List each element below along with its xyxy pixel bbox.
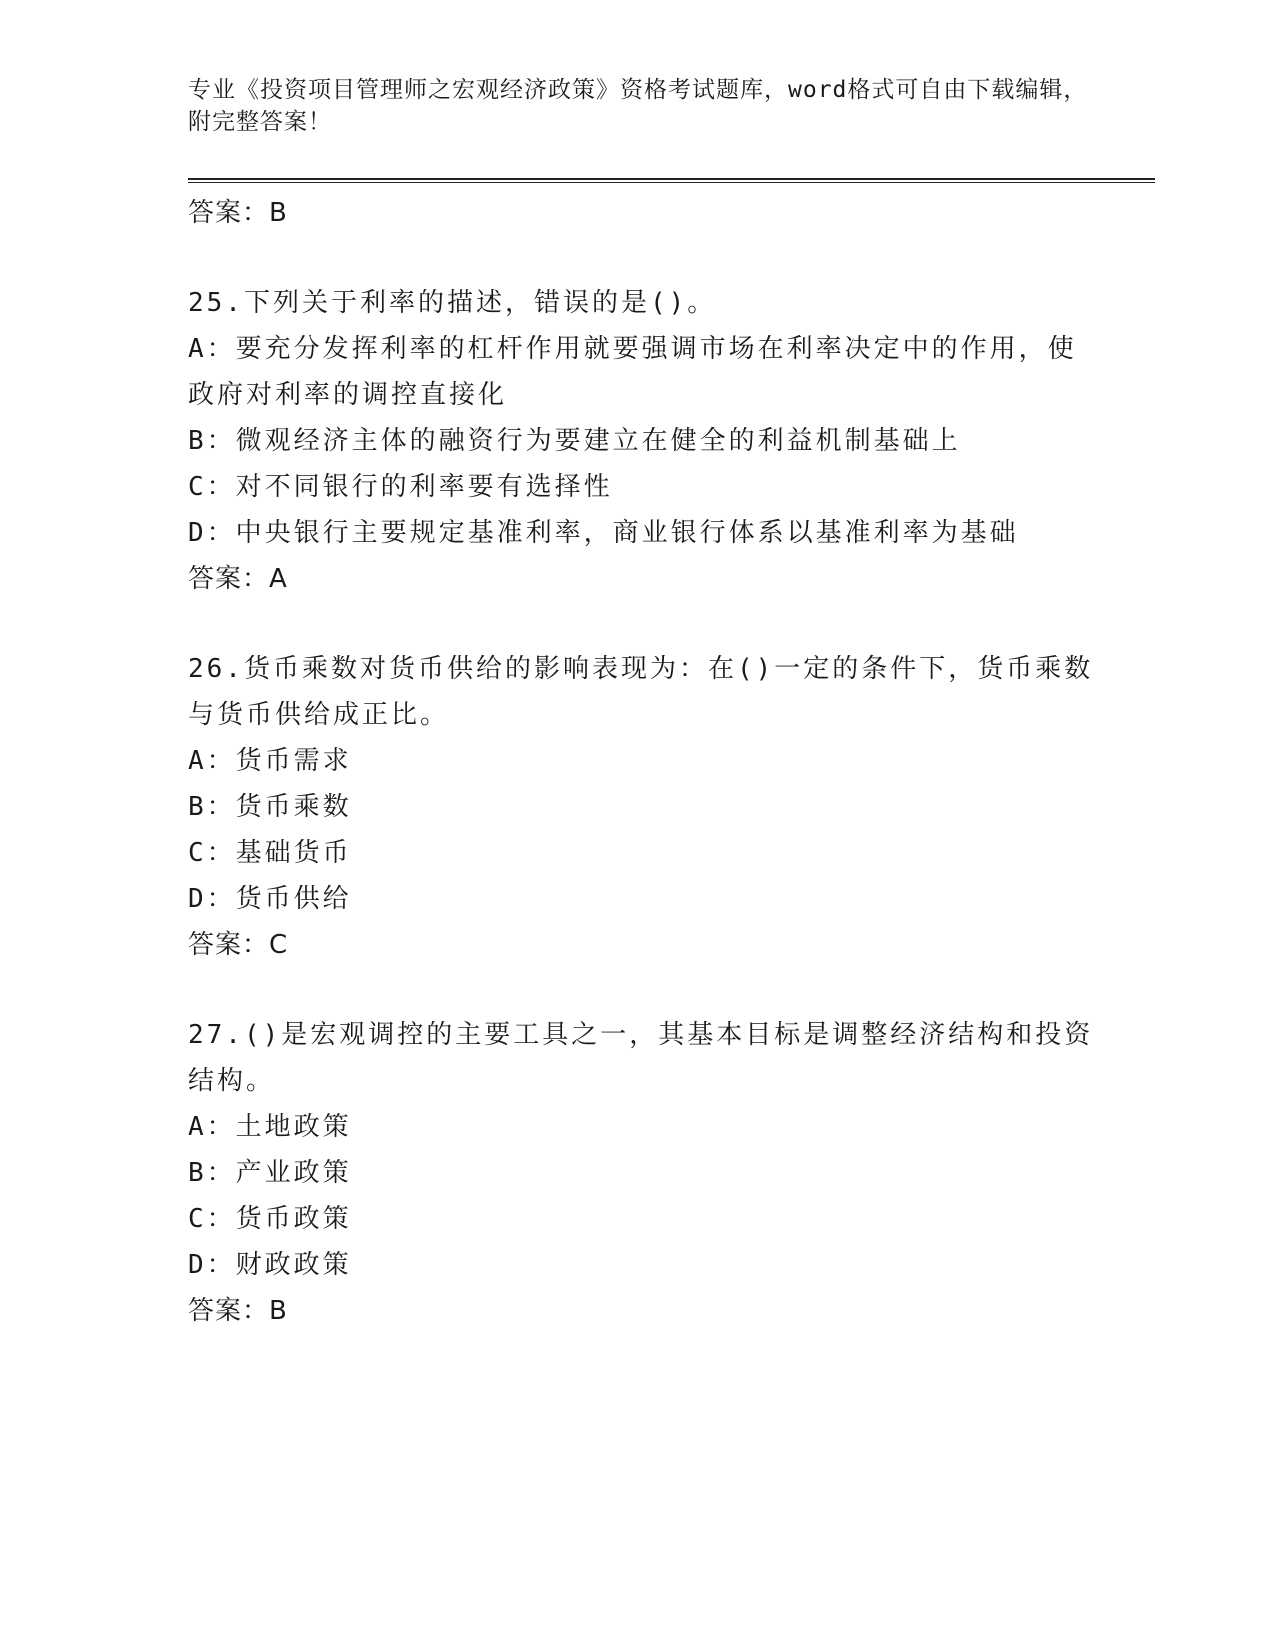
document-header: 专业《投资项目管理师之宏观经济政策》资格考试题库，word格式可自由下载编辑，附完整答案！ [188, 77, 1088, 135]
question-stem: 25.下列关于利率的描述，错误的是()。 [188, 288, 717, 318]
question-stem: 27.()是宏观调控的主要工具之一，其基本目标是调整经济结构和投资 [188, 1020, 1094, 1050]
spacer [188, 236, 1108, 280]
previous-answer: 答案：B [188, 198, 288, 228]
option-c: C：基础货币 [188, 838, 352, 868]
question-27 [188, 1012, 1108, 1334]
question-content [188, 190, 1108, 1334]
spacer [188, 602, 1108, 646]
answer: 答案：A [188, 564, 288, 594]
option-d: D：货币供给 [188, 884, 352, 914]
question-stem-continued: 与货币供给成正比。 [188, 700, 450, 730]
option-b: B：微观经济主体的融资行为要建立在健全的利益机制基础上 [188, 426, 961, 456]
question-stem: 26.货币乘数对货币供给的影响表现为：在()一定的条件下，货币乘数 [188, 654, 1094, 684]
option-b: B：产业政策 [188, 1158, 352, 1188]
option-a: A：货币需求 [188, 746, 352, 776]
option-b: B：货币乘数 [188, 792, 352, 822]
question-26 [188, 646, 1108, 968]
option-c: C：对不同银行的利率要有选择性 [188, 472, 613, 502]
header-divider [188, 178, 1155, 183]
option-c: C：货币政策 [188, 1204, 352, 1234]
spacer [188, 968, 1108, 1012]
option-d: D：中央银行主要规定基准利率，商业银行体系以基准利率为基础 [188, 518, 1019, 548]
answer: 答案：B [188, 1296, 288, 1326]
option-d: D：财政政策 [188, 1250, 352, 1280]
answer: 答案：C [188, 930, 289, 960]
option-a: A：土地政策 [188, 1112, 352, 1142]
option-a-continued: 政府对利率的调控直接化 [188, 380, 508, 410]
question-25 [188, 280, 1108, 602]
option-a: A：要充分发挥利率的杠杆作用就要强调市场在利率决定中的作用，使 [188, 334, 1077, 364]
question-stem-continued: 结构。 [188, 1066, 276, 1096]
